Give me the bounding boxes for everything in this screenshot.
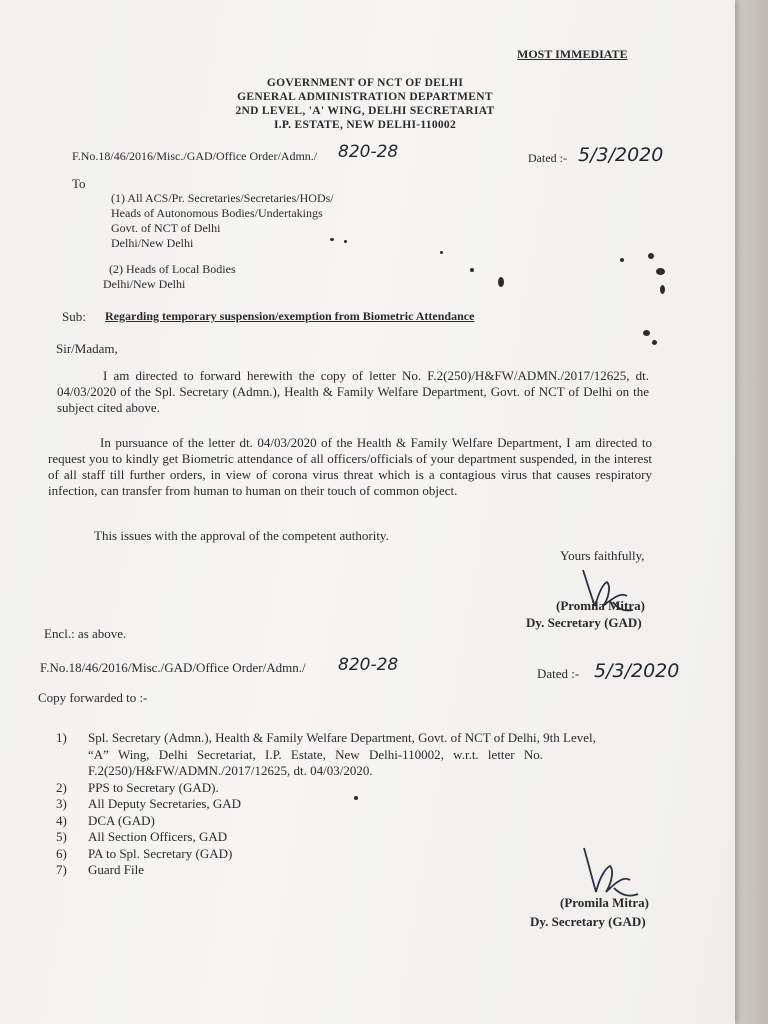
recipient-line: Govt. of NCT of Delhi (111, 221, 221, 235)
list-item-text: PA to Spl. Secretary (GAD) (88, 845, 233, 861)
ink-speck (330, 238, 334, 241)
copy-list (56, 730, 666, 879)
background-surface (735, 0, 768, 1024)
list-item (56, 730, 666, 780)
list-number: 1) (56, 730, 67, 745)
body-paragraph-1: I am directed to forward herewith the copy of letter No. F.2(250)/H&FW/ADMN./2017/12625, dt. 04/03/2020 of the Spl. Secretary (Admn.), Health & Family Welfare Department, Govt. of NCT of Delhi on the subject cited above. (57, 368, 649, 415)
date-handwritten: 5/3/2020 (578, 144, 664, 166)
copy-dated-label: Dated :- (537, 666, 580, 681)
ink-speck (652, 340, 657, 345)
list-number: 2) (56, 779, 67, 795)
ink-speck (470, 268, 474, 272)
list-number: 4) (56, 812, 67, 828)
ink-speck (660, 285, 665, 294)
list-item-text: Spl. Secretary (Admn.), Health & Family Welfare Department, Govt. of NCT of Delhi, 9th Level, (88, 730, 596, 745)
recipient-line: Heads of Autonomous Bodies/Undertakings (111, 206, 323, 220)
ink-speck (643, 330, 650, 336)
ink-speck (648, 253, 654, 259)
ink-speck (620, 258, 624, 262)
subject-text: Regarding temporary suspension/exemption from Biometric Attendance (105, 309, 475, 323)
header-line-4: I.P. ESTATE, NEW DELHI-110002 (273, 119, 457, 131)
list-number: 3) (56, 796, 67, 811)
recipient-line: (1) All ACS/Pr. Secretaries/Secretaries/HODs/ (111, 191, 334, 205)
signatory-name: (Promila Mitra) (556, 598, 645, 613)
recipient-line: Delhi/New Delhi (103, 277, 186, 291)
list-item (56, 862, 666, 879)
list-item (56, 846, 666, 863)
file-number-handwritten: 820-28 (338, 142, 399, 162)
recipient-line: (2) Heads of Local Bodies (109, 262, 236, 276)
copy-date-handwritten: 5/3/2020 (594, 660, 680, 682)
ink-speck (440, 251, 443, 254)
ink-speck (344, 240, 347, 243)
signature-1 (573, 562, 643, 622)
signatory-name-2: (Promila Mitra) (560, 895, 649, 910)
ink-speck (498, 277, 504, 287)
copy-forwarded-label: Copy forwarded to :- (38, 690, 148, 705)
list-number: 6) (56, 845, 67, 861)
enclosure: Encl.: as above. (44, 626, 127, 641)
dated-label: Dated :- (528, 151, 567, 165)
body-paragraph-2: In pursuance of the letter dt. 04/03/2020 of the Health & Family Welfare Department, I am directed to request you to kindly get Biometric attendance of all officers/officials of your department suspended, in the interest of all staff till further orders, in view of corona virus threat which is a contagious virus that causes respiratory infection, can transfer from human to human on their touch of common object. (48, 435, 652, 498)
signatory-designation-2: Dy. Secretary (GAD) (530, 914, 646, 929)
ink-speck (656, 268, 665, 275)
recipient-line: Delhi/New Delhi (111, 236, 194, 250)
priority-marking: MOST IMMEDIATE (517, 47, 628, 61)
list-item-text: F.2(250)/H&FW/ADMN./2017/12625, dt. 04/03/2020. (88, 763, 373, 778)
list-item-text: All Section Officers, GAD (88, 829, 228, 844)
list-item (56, 796, 666, 813)
header-line-3: 2ND LEVEL, 'A' WING, DELHI SECRETARIAT (235, 105, 495, 117)
list-number: 7) (56, 862, 67, 877)
list-item (56, 829, 666, 846)
list-item (56, 813, 666, 830)
closing: Yours faithfully, (560, 548, 645, 563)
header-line-1: GOVERNMENT OF NCT OF DELHI (266, 77, 464, 89)
list-item-text: DCA (GAD) (88, 812, 155, 828)
to-label: To (72, 176, 86, 191)
body-paragraph-3: This issues with the approval of the competent authority. (94, 528, 389, 543)
list-item-text: “A” Wing, Delhi Secretariat, I.P. Estate, New Delhi-110002, w.r.t. letter No. (88, 746, 544, 762)
copy-file-number: F.No.18/46/2016/Misc./GAD/Office Order/Admn./ (40, 660, 306, 675)
copy-file-number-handwritten: 820-28 (338, 655, 399, 675)
list-item (56, 780, 666, 797)
list-item-text: All Deputy Secretaries, GAD (88, 796, 242, 811)
subject-label: Sub: (62, 309, 86, 324)
salutation: Sir/Madam, (56, 341, 118, 356)
list-item-text: Guard File (88, 862, 144, 877)
list-item-text: PPS to Secretary (GAD). (88, 779, 219, 795)
list-number: 5) (56, 829, 67, 844)
signatory-designation: Dy. Secretary (GAD) (526, 615, 642, 630)
file-number: F.No.18/46/2016/Misc./GAD/Office Order/Admn./ (72, 149, 318, 163)
header-line-2: GENERAL ADMINISTRATION DEPARTMENT (237, 91, 493, 103)
